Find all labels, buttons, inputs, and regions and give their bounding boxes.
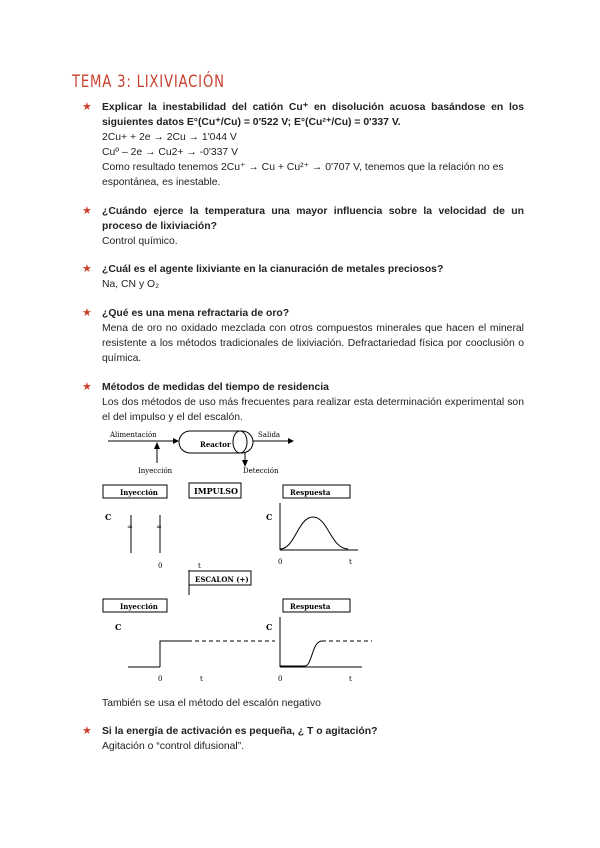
detection-arrow-icon (242, 460, 248, 467)
t-label: t (349, 558, 352, 566)
answer-text: Control químico. (102, 236, 178, 247)
label-alimentacion: Alimentación (110, 431, 157, 439)
answer-line: 2Cu+ + 2e → 2Cu → 1'044 V (102, 132, 237, 143)
answer-line: Cuº – 2e → Cu2+ → -0'337 V (102, 147, 239, 158)
box-label: Inyección (120, 602, 158, 611)
star-bullet-icon: ★ (82, 725, 92, 737)
box-label: Respuesta (290, 602, 331, 611)
outlet-arrow-icon (288, 438, 294, 444)
note-escalon-negativo: También se usa el método del escalón negativo (102, 698, 321, 709)
impulse-response-curve (280, 517, 348, 549)
question-block-6 (84, 724, 524, 754)
question-text: Si la energía de activación es pequeña, ¿ T o agitación? (102, 726, 378, 737)
star-bullet-icon: ★ (82, 101, 92, 113)
star-bullet-icon: ★ (82, 263, 92, 275)
zero-label: 0 (158, 675, 163, 683)
star-bullet-icon: ★ (82, 381, 92, 393)
step-input-line (160, 641, 188, 667)
label-reactor: Reactor (200, 440, 231, 449)
answer-text: Agitación o “control difusional”. (102, 741, 245, 752)
t-label: t (349, 675, 352, 683)
zero-label: 0 (278, 675, 283, 683)
step-response-curve (280, 641, 322, 666)
impulse-mark: ≈ (127, 523, 133, 531)
answer-text: Na, CN y O₂ (102, 279, 160, 290)
box-label: Inyección (120, 488, 158, 497)
star-bullet-icon: ★ (82, 205, 92, 217)
axis-c-label: C (266, 512, 273, 522)
inlet-arrow-icon (173, 438, 179, 444)
injection-arrow-icon (154, 442, 160, 449)
zero-label: 0 (278, 558, 283, 566)
question-block-2 (84, 204, 524, 249)
answer-line: Como resultado tenemos 2Cu⁺ → Cu + Cu²⁺ → 0'707 V, tenemos que la relación no es espontánea, es inestable. (102, 162, 504, 188)
axis-c-label: C (115, 622, 122, 632)
label-escalon: ESCALON (+) (195, 575, 249, 584)
label-salida: Salida (258, 431, 281, 439)
label-impulso: IMPULSO (194, 486, 238, 496)
zero-label: 0 (158, 562, 163, 570)
residence-time-diagram (100, 425, 380, 687)
label-inyeccion: Inyección (138, 467, 173, 475)
star-bullet-icon: ★ (82, 307, 92, 319)
page-title: TEMA 3: LIXIVIACIÓN (72, 72, 225, 92)
t-label: t (200, 675, 203, 683)
box-label: Respuesta (290, 488, 331, 497)
question-text: ¿Qué es una mena refractaria de oro? (102, 308, 290, 319)
question-block-4 (84, 306, 524, 366)
question-text: Explicar la inestabilidad del catión Cu⁺ en disolución acuosa basándose en los siguientes datos E°(Cu⁺/Cu) = 0'522 V; E°(Cu²⁺/Cu) = 0'337 V. (102, 102, 524, 128)
answer-text: Mena de oro no oxidado mezclada con otros compuestos minerales que hacen el mineral resistente a los métodos tradicionales de lixiviación. Defractariedad física por cooclusión o química. (102, 323, 524, 364)
answer-text: Los dos métodos de uso más frecuentes para realizar esta determinación experimental son el del impulso y el del escalón. (102, 397, 524, 423)
question-block-1 (84, 100, 524, 190)
question-text: ¿Cuál es el agente lixiviante en la cianuración de metales preciosos? (102, 264, 444, 275)
axis-c-label: C (105, 512, 112, 522)
question-text: Métodos de medidas del tiempo de residencia (102, 382, 329, 393)
t-label: t (198, 562, 201, 570)
question-block-3 (84, 262, 524, 292)
impulse-mark: ≈ (156, 523, 162, 531)
question-block-5 (84, 380, 524, 425)
question-text: ¿Cuándo ejerce la temperatura una mayor influencia sobre la velocidad de un proceso de lixiviación? (102, 206, 524, 232)
axis-c-label: C (266, 622, 273, 632)
label-deteccion: Detección (243, 467, 279, 475)
